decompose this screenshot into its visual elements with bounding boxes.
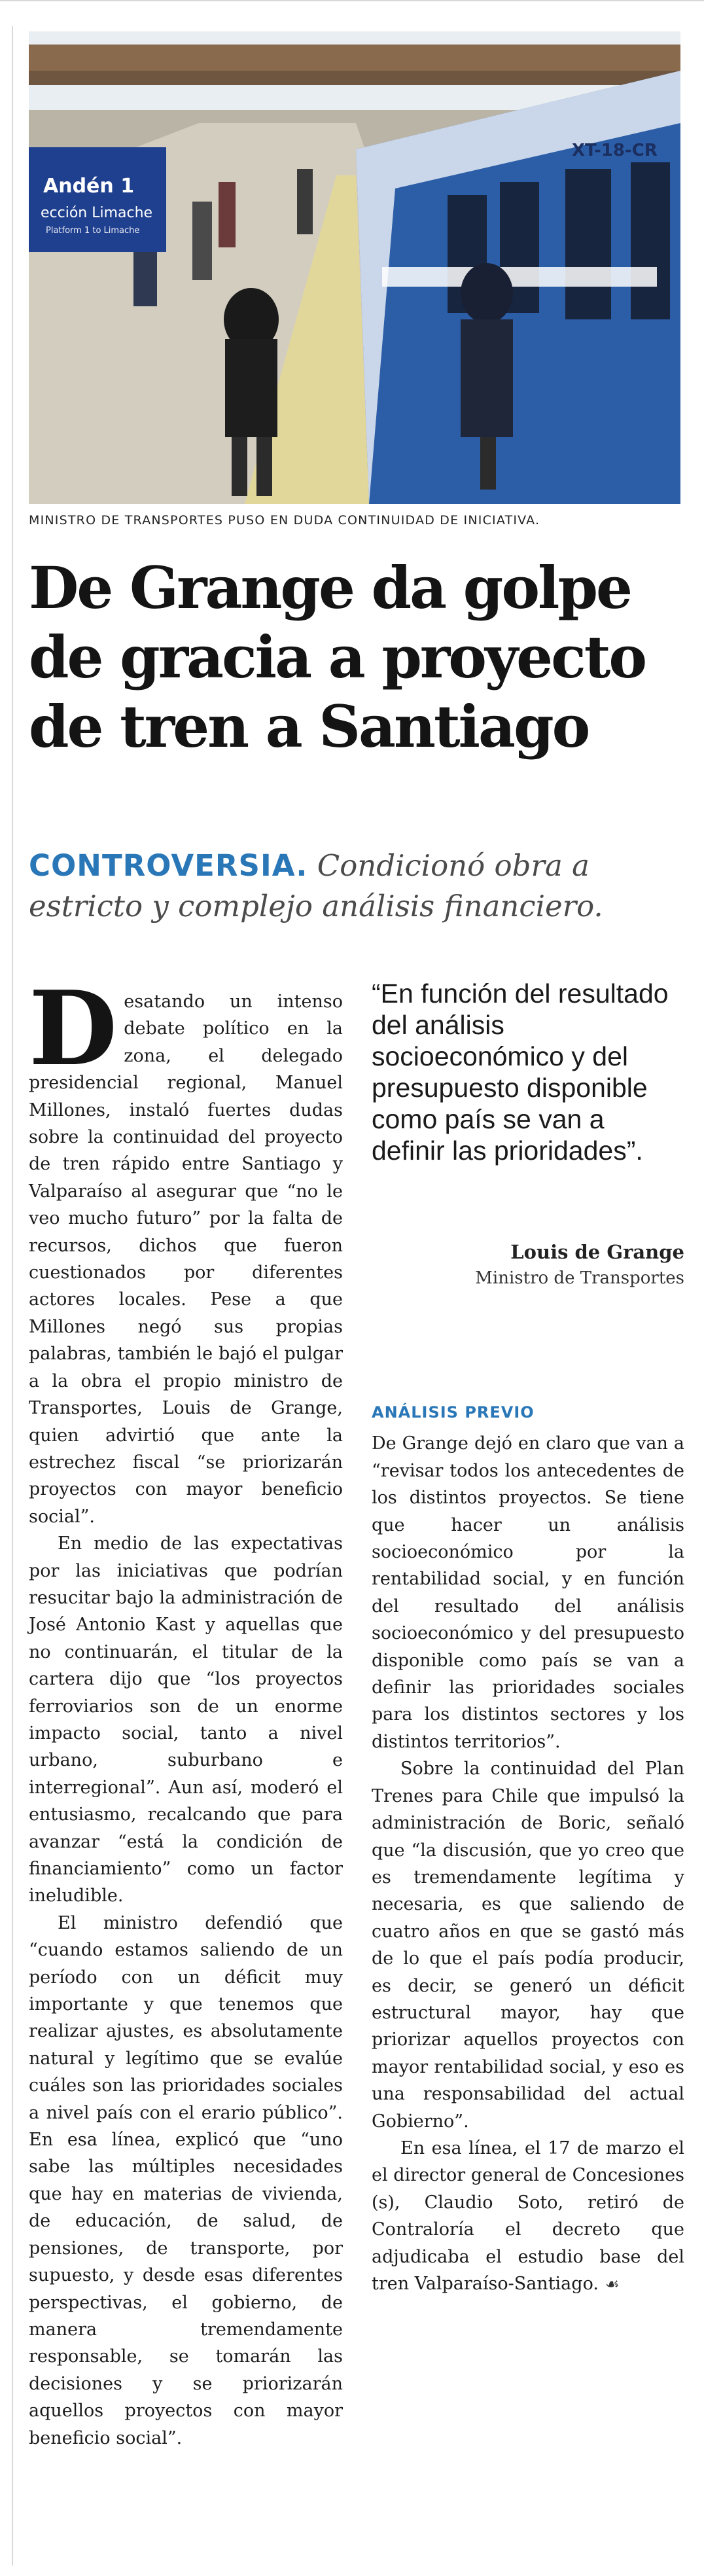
paragraph-5: Sobre la continuidad del Plan Trenes para Chile que impulsó la administración de Boric, señaló que “la discusión, que yo creo que es tremendamente legítima y necesaria, es que saliendo de cuatro años en que se gastó más de lo que el país podía producir, es decir, se generó un déficit estructural mayor, hay que priorizar aquellos proyectos con mayor rentabilidad social, y eso es una responsabilidad del actual Gobierno”. [372, 1759, 684, 2132]
top-rule [0, 0, 704, 1]
train-code: XT-18-CR [572, 141, 658, 160]
subhead: ANÁLISIS PREVIO [372, 1403, 535, 1422]
paragraph-1: Desatando un intenso debate político en la zona, el delegado presidencial regional, Manuel Millones, instaló fuertes dudas sobre la continuidad del proyecto de tren rápido entre Santiago y Valparaíso al asegurar que “no le veo mucho futuro” por la falta de recursos, dichos que fueron cuestionados por diferentes actores locales. Pese a que Millones negó sus propias palabras, también le bajó el pulgar a la obra el propio ministro de Transportes, Louis de Grange, quien advirtió que ante la estrechez fiscal “se priorizarán proyectos con mayor beneficio social”. [29, 969, 343, 1527]
pull-quote-role: Ministro de Transportes [475, 1268, 684, 1288]
article-column-2 [372, 1381, 684, 2298]
news-photo [29, 31, 680, 504]
deck [29, 846, 683, 927]
end-mark-icon: ☙ [605, 2275, 620, 2293]
paragraph-3: El ministro defendió que “cuando estamos saliendo de un período con un déficit muy importante y que tenemos que realizar ajustes, es absolutamente natural y legítimo que se evalúe cuáles son las prioridades sociales a nivel país con el erario público”. En esa línea, explicó que “uno sabe las múltiples necesidades que hay en materias de vivienda, de educación, de salud, de pensiones, de transporte, por supuesto, y desde esas diferentes perspectivas, el gobierno, de manera tremendamente responsable, se tomarán las decisiones y se priorizarán aquellos proyectos con mayor beneficio social”. [29, 1912, 343, 2448]
left-margin-rule [12, 26, 13, 2566]
sign-line-3: Platform 1 to Limache [46, 226, 140, 236]
dropcap: D [29, 969, 118, 1088]
headline: De Grange da golpe de gracia a proyecto de tren a Santiago [29, 554, 646, 760]
sign-line-1: Andén 1 [43, 175, 135, 198]
paragraph-6: En esa línea, el 17 de marzo el el director general de Concesiones (s), Claudio Soto, retiró de Contraloría el decreto que adjudicaba el estudio base del tren Valparaíso-Santiago. ☙ [372, 2138, 684, 2294]
article-column-1 [29, 969, 343, 2452]
pull-quote-name: Louis de Grange [510, 1241, 684, 1263]
train-platform-illustration [29, 31, 680, 504]
deck-text: Condicionó obra a estricto y complejo análisis financiero. [29, 848, 603, 923]
sign-line-2: ección Limache [41, 205, 153, 221]
photo-caption: MINISTRO DE TRANSPORTES PUSO EN DUDA CONTINUIDAD DE INICIATIVA. [29, 513, 540, 528]
platform-sign [29, 147, 166, 252]
pull-quote: “En función del resultado del análisis socioeconómico y del presupuesto disponible como país se van a definir las prioridades”. [372, 978, 669, 1166]
paragraph-4: De Grange dejó en claro que van a “revisar todos los antecedentes de los distintos proyectos. Se tiene que hacer un análisis socioeconómico por la rentabilidad social, y en función del resultado del análisis socioeconómico y del presupuesto disponible como país se van a definir las prioridades sociales para los distintos sectores y los distintos territorios”. [372, 1433, 684, 1752]
paragraph-2: En medio de las expectativas por las iniciativas que podrían resucitar bajo la administración de José Antonio Kast y aquellas que no continuarán, el titular de la cartera dijo que “los proyectos ferroviarios son de un enorme impacto social, tanto a nivel urbano, suburbano e interregional”. Aun así, moderó el entusiasmo, recalcando que para avanzar “está la condición de financiamiento” como un factor ineludible. [29, 1533, 343, 1906]
deck-kicker: CONTROVERSIA. [29, 848, 308, 883]
